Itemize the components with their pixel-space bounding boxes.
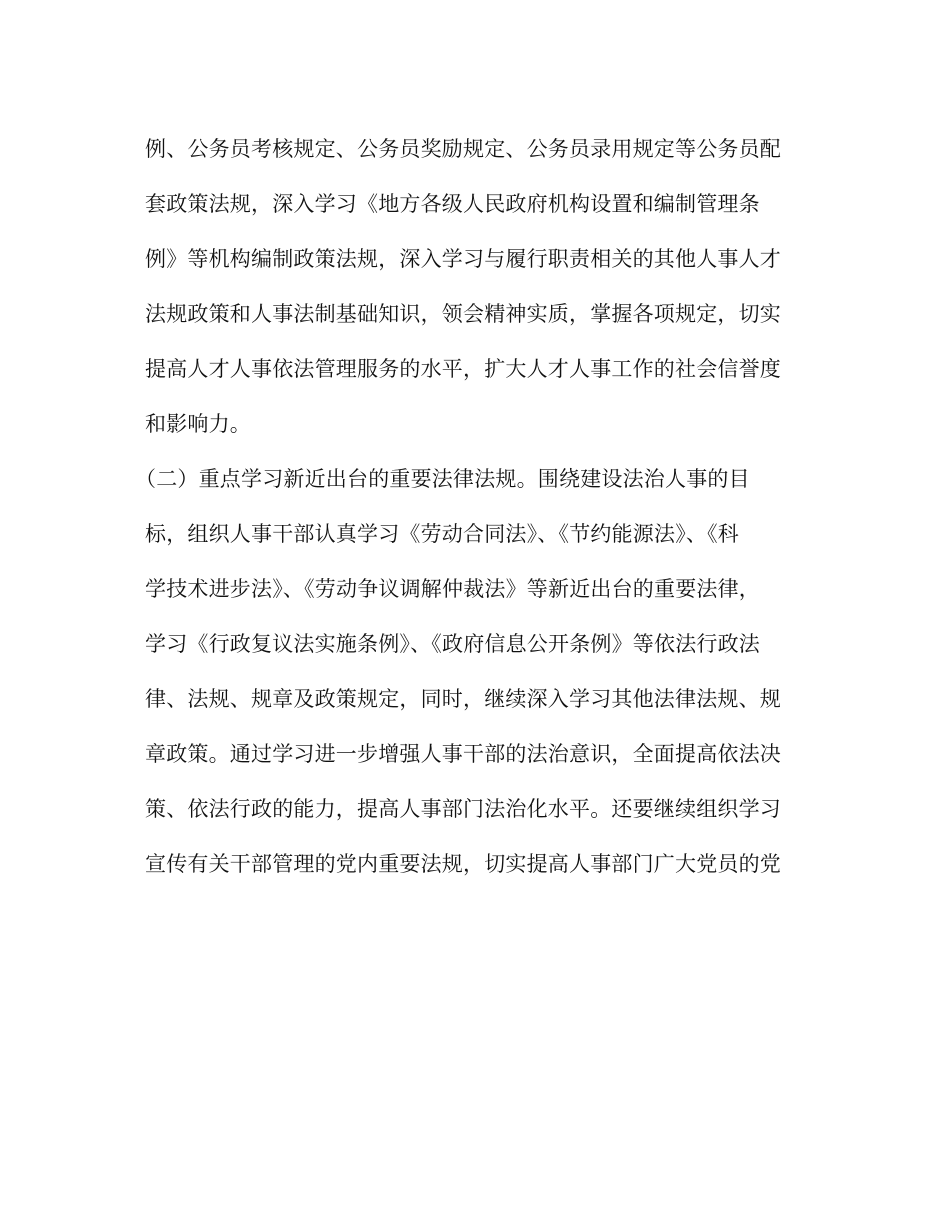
text-line: 策、依法行政的能力，提高人事部门法治化水平。还要继续组织学习 [145, 797, 781, 821]
text-line: 学技术进步法》、《劳动争议调解仲裁法》等新近出台的重要法律， [145, 577, 760, 601]
text-line: 章政策。通过学习进一步增强人事干部的法治意识，全面提高依法决 [145, 742, 781, 766]
text-line: 律、法规、规章及政策规定，同时，继续深入学习其他法律法规、规 [145, 687, 781, 711]
section-heading-line: （二）重点学习新近出台的重要法律法规。围绕建设法治人事的目 [135, 467, 750, 491]
text-line: 和影响力。 [145, 412, 251, 436]
text-line: 例、公务员考核规定、公务员奖励规定、公务员录用规定等公务员配 [145, 137, 781, 161]
text-line: 例》等机构编制政策法规，深入学习与履行职责相关的其他人事人才 [145, 247, 781, 271]
text-line: 套政策法规，深入学习《地方各级人民政府机构设置和编制管理条 [145, 192, 760, 216]
text-line: 学习《行政复议法实施条例》、《政府信息公开条例》等依法行政法 [145, 632, 760, 656]
body-text [135, 122, 805, 892]
text-line: 提高人才人事依法管理服务的水平，扩大人才人事工作的社会信誉度 [145, 357, 781, 381]
text-line: 宣传有关干部管理的党内重要法规，切实提高人事部门广大党员的党 [145, 852, 781, 876]
text-line: 法规政策和人事法制基础知识，领会精神实质，掌握各项规定，切实 [145, 302, 781, 326]
text-line: 标，组织人事干部认真学习《劳动合同法》、《节约能源法》、《科 [145, 522, 739, 546]
